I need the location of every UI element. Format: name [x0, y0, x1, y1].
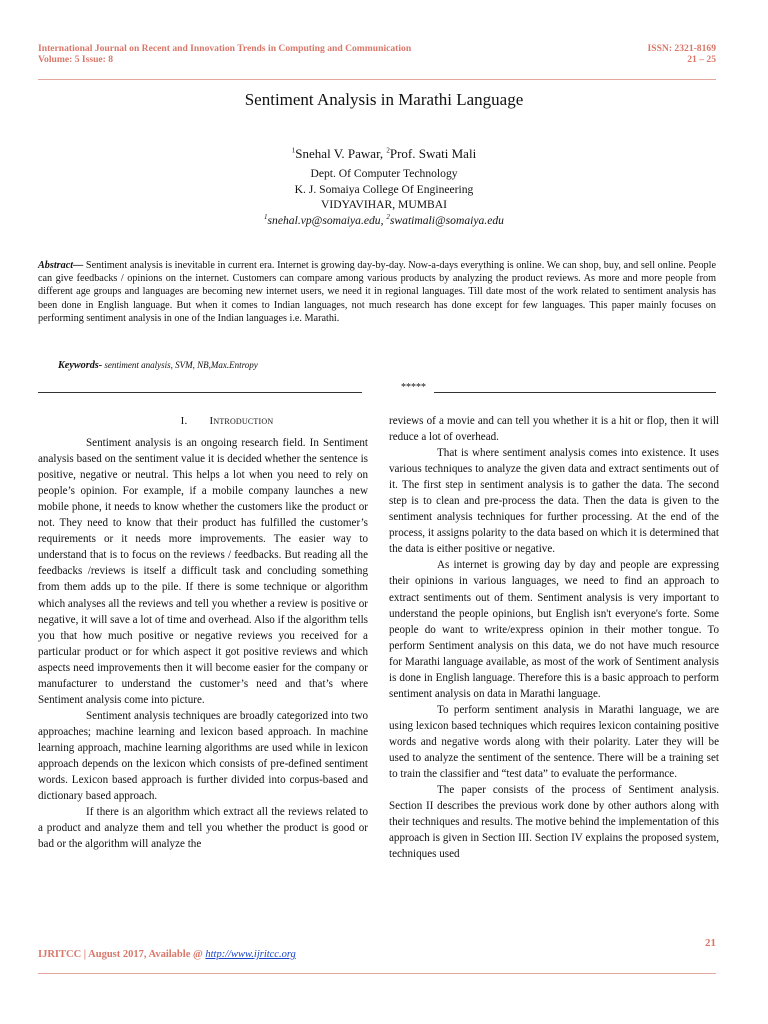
separator — [38, 382, 716, 394]
header-divider — [38, 79, 716, 80]
affiliation — [0, 166, 768, 228]
college: K. J. Somaiya College Of Engineering — [294, 182, 474, 196]
right-column — [389, 413, 719, 862]
abstract — [38, 259, 716, 325]
footer-text: IJRITCC | August 2017, Available @ — [38, 949, 206, 960]
paragraph: As internet is growing day by day and people are expressing their opinions in various languages, we need to find an approach to extract sentiments out of them. Sentiment analysis is very important to understand the people opinions, but English isn't everyone's forte. Some people do want to write/express opinion in their mother tongue. To perform Sentiment analysis on this data, we do not have much resource for Marathi language available, as most of the work of Sentiment analysis is done in English language. Therefore this is a basic approach to perform sentiment analysis on data in Marathi language. — [389, 559, 719, 700]
section-heading — [38, 413, 368, 429]
paragraph: To perform sentiment analysis in Marathi language, we are using lexicon based techniques which requires lexicon containing positive words and negative words along with their polarity. Later they will be used to analyze the sentiment of the sentence. There will be a training set to train the classifier and “test data” to evaluate the performance. — [389, 703, 719, 781]
abstract-text: Sentiment analysis is inevitable in current era. Internet is growing day-by-day. Now-a-days everything is online. We can shop, buy, and sell online. People can give feedbacks / opinions on the internet. Customers can compare among various products by analyzing the product reviews. As more and more people from different age groups and languages are becoming new internet users, we need it in regional languages. Till date most of the work related to sentiment analysis has been done in English language. But when it comes to Indian languages, not much research has done except for few languages. This paper mainly focuses on performing sentiment analysis in one of the Indian languages i.e. Marathi. — [38, 260, 716, 324]
section-title: Introduction — [209, 415, 274, 427]
email2-sup: 2 — [386, 212, 390, 221]
journal-volume: Volume: 5 Issue: 8 — [38, 54, 114, 65]
footer-link[interactable]: http://www.ijritcc.org — [205, 949, 296, 960]
paper-title: Sentiment Analysis in Marathi Language — [244, 90, 524, 109]
page-range: 21 – 25 — [687, 54, 716, 65]
paragraph: The paper consists of the process of Sentiment analysis. Section II describes the previous work done by other authors along with their techniques and results. The motive behind the implementation of this approach is given in Section III. Section IV explains the proposed system, techniques used — [389, 784, 719, 861]
keywords-text: sentiment analysis, SVM, NB,Max.Entropy — [102, 360, 258, 370]
author1: Snehal V. Pawar, — [295, 146, 387, 161]
city: VIDYAVIHAR, MUMBAI — [320, 198, 448, 212]
issn: ISSN: 2321-8169 — [647, 43, 716, 54]
page-number: 21 — [705, 937, 716, 949]
section-number: I. — [180, 415, 188, 427]
separator-line-left — [38, 392, 362, 393]
author1-sup: 1 — [291, 146, 296, 155]
journal-name: International Journal on Recent and Innovation Trends in Computing and Communication — [38, 43, 412, 54]
abstract-label: Abstract— — [38, 260, 84, 271]
author2-sup: 2 — [386, 146, 390, 155]
running-header — [38, 43, 716, 65]
email1-sup: 1 — [264, 212, 268, 221]
email2: swatimali@somaiya.edu — [389, 213, 504, 227]
email1: snehal.vp@somaiya.edu, — [267, 213, 387, 227]
author2: Prof. Swati Mali — [389, 146, 477, 161]
paragraph: Sentiment analysis techniques are broadly categorized into two approaches; machine learning and lexicon based approach. In machine learning approach, machine learning algorithms are used while in lexicon approach depends on the lexicon which consists of pre-defined sentiment words. Lexicon based approach is further divided into corpus-based and dictionary based approach. — [38, 709, 368, 803]
department: Dept. Of Computer Technology — [310, 167, 458, 180]
paragraph: That is where sentiment analysis comes into existence. It uses various techniques to analyze the given data and extract sentiments out of it. The first step in sentiment analysis is to gather the data. The second step is to clean and pre-process the data. Then the data is given to the sentiment analysis techniques for further processing. At the end of the process, it assigns polarity to the data based on which it is determined that the data is either positive or negative. — [389, 447, 719, 556]
paragraph-continued: reviews of a movie and can tell you whether it is a hit or flop, then it will reduce a lot of overhead. — [389, 415, 719, 444]
separator-stars: ***** — [401, 382, 426, 393]
paragraph: If there is an algorithm which extract all the reviews related to a product and analyze them and tell you whether the product is good or bad or the algorithm will analyze the — [38, 806, 368, 851]
emails — [0, 213, 768, 229]
author-line — [0, 146, 768, 162]
keywords-label: Keywords- — [58, 360, 103, 371]
left-column — [38, 413, 368, 852]
keywords — [58, 360, 258, 371]
footer-divider — [38, 973, 716, 974]
paragraph: Sentiment analysis is an ongoing research field. In Sentiment analysis based on the sentiment value it is decided whether the sentence is positive, negative or neutral. This helps a lot when you need to rely on people’s opinion. For example, if a mobile company launches a new mobile phone, it needs to know whether the customers like the product or not. They need to know that their product has fulfilled the customer’s requirements or it needs more improvements. The easier way to understand that is to focus on the reviews / feedbacks. But reading all the feedbacks /reviews is itself a difficult task and concluding something from them adds up to the pile. If there is some technique or algorithm which analyses all the reviews and tell you whether a review is positive or negative, it will save a lot of time and overhead. Also if the algorithm tells you that how much positive or negative reviews you received for a particular product or for which aspect it got positive reviews and which aspects need improvements then it will become easier for the company or manufacturer to understand the customer’s need and that’s where Sentiment analysis come into picture. — [38, 437, 368, 706]
footer — [38, 949, 296, 960]
separator-line-right — [434, 392, 716, 393]
